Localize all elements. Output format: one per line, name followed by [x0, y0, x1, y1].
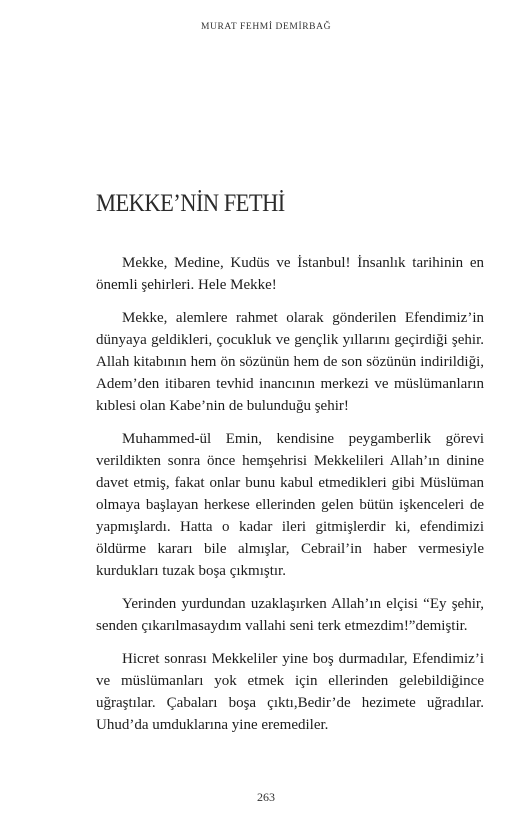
- body-text: [96, 252, 484, 747]
- paragraph: Mekke, alemlere rahmet olarak gönderilen Efendimiz’in dünyaya geldikleri, çocukluk ve gençlik yıllarını geçirdiği şehir. Allah kitabının hem ön sözünün hem de son sözünün indirildiği, Adem’den itibaren tevhid inancının merkezi ve müslümanların kıblesi olan Kabe’nin de bulunduğu şehir!: [96, 310, 484, 414]
- page-number: 263: [257, 790, 275, 804]
- running-header: MURAT FEHMİ DEMİRBAĞ: [200, 22, 332, 32]
- paragraph: Mekke, Medine, Kudüs ve İstanbul! İnsanlık tarihinin en önemli şehirleri. Hele Mekke!: [96, 255, 484, 293]
- paragraph: Yerinden yurdundan uzaklaşırken Allah’ın elçisi “Ey şehir, senden çıkarılmasaydım vallahi seni terk etmezdim!”demiştir.: [96, 596, 484, 634]
- paragraph: Muhammed-ül Emin, kendisine peygamberlik görevi verildikten sonra önce hemşehrisi Mekkelileri Allah’ın dinine davet etmiş, fakat onlar bunu kabul etmedikleri gibi Müslüman olmaya başlayan herkese ellerinden gelen bütün işkenceleri de yapmışlardı. Hatta o kadar ileri gitmişlerdir ki, efendimizi öldürme kararı bile almışlar, Cebrail’in haber vermesiyle kurdukları tuzak boşa çıkmıştır.: [96, 431, 484, 579]
- paragraph: Hicret sonrası Mekkeliler yine boş durmadılar, Efendimiz’i ve müslümanları yok etmek için ellerinden gelebildiğince uğraştılar. Çabaları boşa çıktı,Bedir’de hezimete uğradılar. Uhud’da umduklarına yine eremediler.: [96, 651, 484, 733]
- chapter-title: MEKKE’NİN FETHİ: [96, 190, 285, 217]
